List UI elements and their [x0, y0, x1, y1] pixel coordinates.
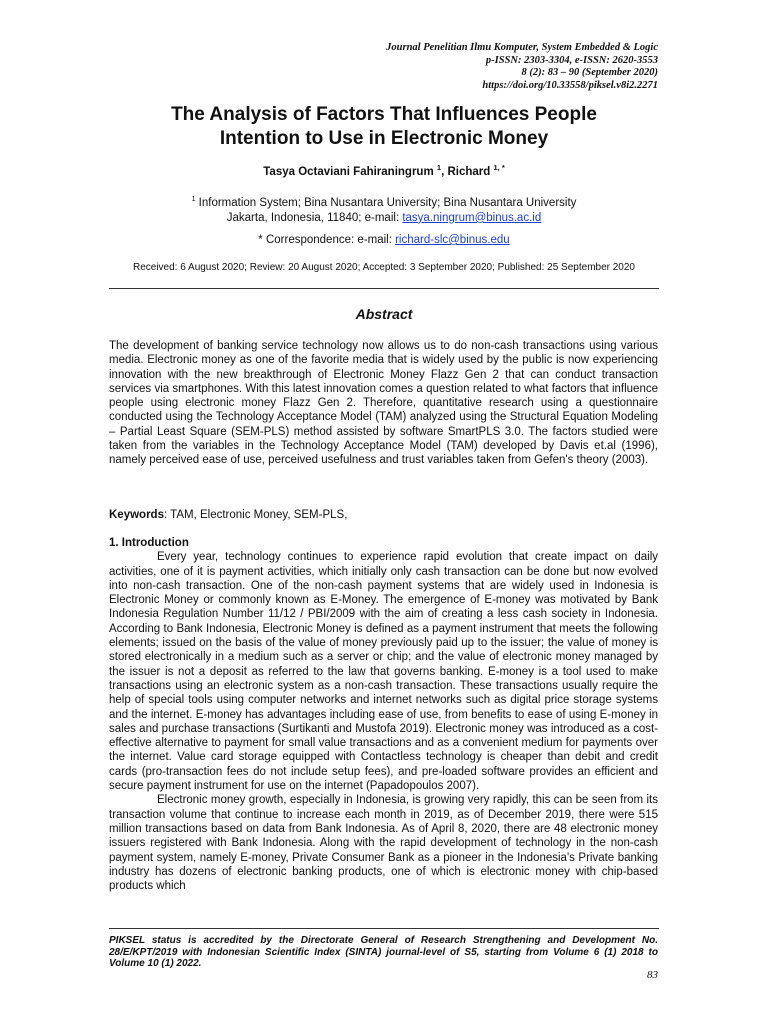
introduction-paragraph-2: Electronic money growth, especially in Indonesia, is growing very rapidly, this can be seen from its transaction volume that continue to increase each month in 2019, as of December 2019, there were 515 million transactions based on data from Bank Indonesia. As of April 8, 2020, there are 48 electronic money issuers registered with Bank Indonesia. Along with the rapid development of technology in the non-cash payment system, namely E-money, Private Consumer Bank as a pioneer in the Indonesia's Private banking industry has dozens of electronic banking products, one of which is electronic money with chip-based products which: [109, 794, 658, 893]
header-divider: [109, 288, 659, 289]
journal-issn: p-ISSN: 2303-3304, e-ISSN: 2620-3553: [485, 54, 658, 66]
keywords-label: Keywords: [109, 509, 164, 521]
title-line-2: Intention to Use in Electronic Money: [219, 128, 549, 149]
author-1-email-link[interactable]: tasya.ningrum@binus.ac.id: [402, 211, 542, 224]
publication-dates: Received: 6 August 2020; Review: 20 August 2020; Accepted: 3 September 2020; Published: 25 September 2020: [132, 262, 635, 273]
affiliation: [0, 192, 768, 226]
correspondence: [0, 234, 768, 246]
footer-divider: [109, 928, 659, 929]
author-1-affil-mark: 1: [436, 163, 442, 172]
affiliation-line-1: [0, 192, 768, 211]
affiliation-address: Jakarta, Indonesia, 11840; e-mail:: [226, 211, 403, 224]
journal-header: [386, 42, 658, 92]
keywords-value: : TAM, Electronic Money, SEM-PLS,: [163, 509, 348, 521]
affiliation-institution: Information System; Bina Nusantara University; Bina Nusantara University: [198, 196, 577, 209]
journal-doi[interactable]: https://doi.org/10.33558/piksel.v8i2.2271: [482, 79, 658, 91]
keywords: [109, 508, 658, 522]
paper-title: [0, 103, 768, 151]
affiliation-line-2: [0, 211, 768, 226]
introduction-paragraph-1: Every year, technology continues to experience rapid evolution that create impact on daily activities, one of it is payment activities, which initially only cash transaction can be done but now evolved into non-cash transaction. One of the non-cash payment systems that are widely used in Indonesia is Electronic Money or commonly known as E-Money. The emergence of E-money was motivated by Bank Indonesia Regulation Number 11/12 / PBI/2009 with the aim of creating a less cash society in Indonesia. According to Bank Indonesia, Electronic Money is defined as a payment instrument that meets the following elements; issued on the basis of the value of money previously paid up to the issuer; the value of money is stored electronically in a medium such as a server or chip; and the value of electronic money managed by the issuer is not a deposit as referred to the law that governs banking. E-money is a tool used to make transactions using an electronic system as a non-cash transaction. These transactions usually require the help of special tools using computer networks and internet networks such as digital price storage systems and the internet. E-money has advantages including ease of use, from benefits to ease of using E-money in sales and purchase transactions (Surtikanti and Mustofa 2019). Electronic money was introduced as a cost-effective alternative to payment for small value transactions and as a convenient medium for payments over the internet. Value card storage equipped with Contactless technology is cheaper than debit and credit cards (pro-transaction fees do not include setup fees), and pre-loaded software provides an efficient and secure payment instrument for use on the internet (Papadopoulos 2007).: [109, 551, 658, 793]
accreditation-footer: PIKSEL status is accredited by the Directorate General of Research Strengthening and Development No. 28/E/KPT/2019 with Indonesian Scientific Index (SINTA) journal-level of S5, starting from Volume 6 (1) 2018 to Volume 10 (1) 2022.: [109, 935, 658, 969]
abstract-heading: Abstract: [355, 306, 413, 322]
author-separator: ,: [441, 165, 448, 178]
correspondence-label: * Correspondence: e-mail:: [258, 234, 396, 246]
journal-name: Journal Penelitian Ilmu Komputer, System Embedded & Logic: [386, 42, 658, 53]
title-line-1: The Analysis of Factors That Influences People: [171, 104, 597, 125]
page-number: 83: [647, 969, 658, 981]
affiliation-mark: 1: [191, 196, 196, 203]
author-list: [0, 163, 768, 178]
journal-volume: 8 (2): 83 – 90 (September 2020): [521, 67, 658, 78]
author-2: Richard: [447, 165, 491, 178]
correspondence-email-link[interactable]: richard-slc@binus.edu: [395, 234, 510, 246]
abstract-text: The development of banking service technology now allows us to do non-cash transactions using various media. Electronic money as one of the favorite media that is widely used by the public is now experiencing innovation with the new breakthrough of Electronic Money Flazz Gen 2 that can conduct transaction services via smartphones. With this latest innovation comes a question related to what factors that influence people using electronic money Flazz Gen 2. Therefore, quantitative research using a questionnaire conducted using the Technology Acceptance Model (TAM) analyzed using the Structural Equation Modeling – Partial Least Square (SEM-PLS) method assisted by software SmartPLS 3.0. The factors studied were taken from the variables in the Technology Acceptance Model (TAM) developed by Davis et.al (1996), namely perceived ease of use, perceived usefulness and trust variables taken from Gefen's theory (2003).: [109, 340, 658, 467]
introduction-section: [109, 536, 658, 893]
author-1: Tasya Octaviani Fahiraningrum: [263, 165, 434, 178]
author-2-affil-mark: 1, *: [493, 163, 505, 172]
introduction-heading: 1. Introduction: [109, 537, 189, 549]
